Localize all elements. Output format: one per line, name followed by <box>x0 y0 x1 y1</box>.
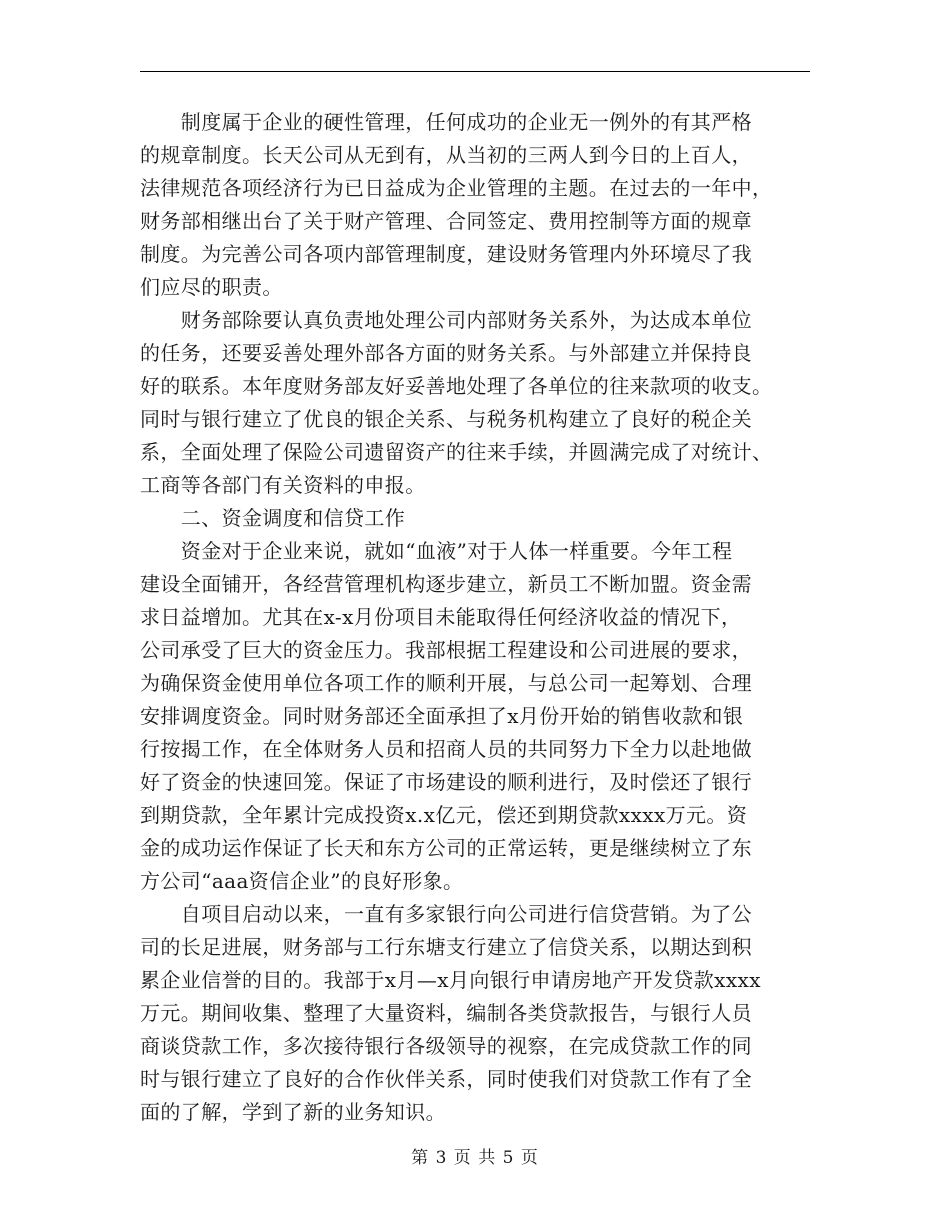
text-line: 财务部除要认真负责地处理公司内部财务关系外，为达成本单位 <box>140 308 752 332</box>
text-line: 制度属于企业的硬性管理，任何成功的企业无一例外的有其严格 <box>140 110 752 134</box>
text-line: 面的了解，学到了新的业务知识。 <box>140 1100 446 1124</box>
text-line: 法律规范各项经济行为已日益成为企业管理的主题。在过去的一年中， <box>140 176 773 200</box>
text-line: 求日益增加。尤其在x-x月份项目未能取得任何经济收益的情况下， <box>140 605 742 629</box>
text-line: 公司承受了巨大的资金压力。我部根据工程建设和公司进展的要求， <box>140 638 752 662</box>
section-heading: 二、资金调度和信贷工作 <box>140 506 406 530</box>
text-line: 司的长足进展，财务部与工行东塘支行建立了信贷关系，以期达到积 <box>140 935 752 959</box>
text-line: 安排调度资金。同时财务部还全面承担了x月份开始的销售收款和银 <box>140 704 744 728</box>
text-line: 到期贷款，全年累计完成投资x.x亿元，偿还到期贷款xxxx万元。资 <box>140 803 748 827</box>
text-line: 资金对于企业来说，就如“血液”对于人体一样重要。今年工程 <box>140 539 733 563</box>
page-number-footer: 第 3 页 共 5 页 <box>411 1148 539 1168</box>
text-line: 工商等各部门有关资料的申报。 <box>140 473 426 497</box>
text-line: 们应尽的职责。 <box>140 275 283 299</box>
text-line: 为确保资金使用单位各项工作的顺利开展，与总公司一起筹划、合理 <box>140 671 752 695</box>
text-line: 系，全面处理了保险公司遗留资产的往来手续，并圆满完成了对统计、 <box>140 440 773 464</box>
text-line: 同时与银行建立了优良的银企关系、与税务机构建立了良好的税企关 <box>140 407 752 431</box>
text-line: 好了资金的快速回笼。保证了市场建设的顺利进行，及时偿还了银行 <box>140 770 752 794</box>
text-line: 财务部相继出台了关于财产管理、合同签定、费用控制等方面的规章 <box>140 209 752 233</box>
text-line: 制度。为完善公司各项内部管理制度，建设财务管理内外环境尽了我 <box>140 242 752 266</box>
text-line: 金的成功运作保证了长天和东方公司的正常运转，更是继续树立了东 <box>140 836 752 860</box>
text-line: 自项目启动以来，一直有多家银行向公司进行信贷营销。为了公 <box>140 902 752 926</box>
text-line: 行按揭工作，在全体财务人员和招商人员的共同努力下全力以赴地做 <box>140 737 752 761</box>
text-line: 时与银行建立了良好的合作伙伴关系，同时使我们对贷款工作有了全 <box>140 1067 752 1091</box>
text-line: 方公司“aaa资信企业”的良好形象。 <box>140 869 464 893</box>
text-line: 万元。期间收集、整理了大量资料，编制各类贷款报告，与银行人员 <box>140 1001 752 1025</box>
text-line: 累企业信誉的目的。我部于x月—x月向银行申请房地产开发贷款xxxx <box>140 968 761 992</box>
text-line: 商谈贷款工作，多次接待银行各级领导的视察，在完成贷款工作的同 <box>140 1034 752 1058</box>
text-line: 建设全面铺开，各经营管理机构逐步建立，新员工不断加盟。资金需 <box>140 572 752 596</box>
header-rule <box>140 71 810 72</box>
text-line: 的规章制度。长天公司从无到有，从当初的三两人到今日的上百人， <box>140 143 752 167</box>
text-line: 的任务，还要妥善处理外部各方面的财务关系。与外部建立并保持良 <box>140 341 752 365</box>
text-line: 好的联系。本年度财务部友好妥善地处理了各单位的往来款项的收支。 <box>140 374 773 398</box>
